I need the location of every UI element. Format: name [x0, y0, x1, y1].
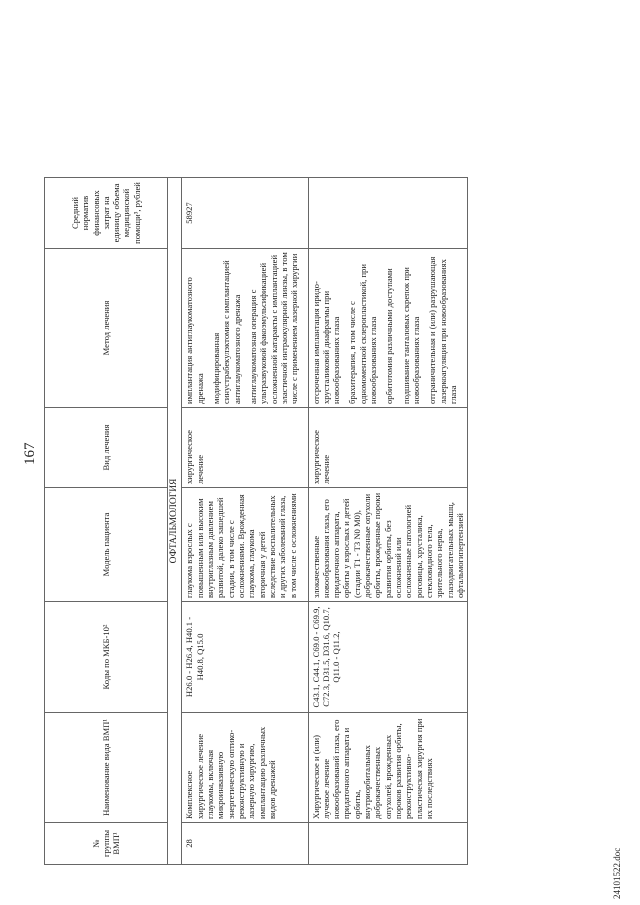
method-item: имплантация антиглаукоматозного дренажа — [184, 277, 205, 404]
vmp-table — [44, 177, 468, 865]
method-item: подшивание танталовых скрепок при новообразованиях глаза — [400, 267, 422, 404]
section-row — [168, 178, 182, 865]
footer-filename: 24101522.doc — [612, 847, 622, 899]
section-title: ОФТАЛЬМОЛОГИЯ — [168, 178, 182, 865]
treatment-type: хирургическое лечение — [182, 408, 308, 488]
vmp-name: Комплексное хирургическое лечение глаукомы, включая микроинвазивную энергетическую оптико-реконструктивную и лазерную хирургию, имплантацию различных видов дренажей — [182, 713, 308, 823]
patient-model: злокачественные новообразования глаза, его придаточного аппарата, орбиты у взрослых и детей (стадии T1 - T3 N0 M0), доброкачественные опухоли орбиты, врожденные пороки развития орбиты, без осложнений или осложненные патологией роговицы, хрусталика, стекловидного тела, зрительного нерва, глазодвигательных мышц, офтальмогипертензией — [308, 488, 468, 602]
header-average-cost: Средний норматив финансовых затрат на единицу объема медицинской помощи³, рублей — [45, 178, 168, 249]
icd-codes: C43.1, C44.1, C69.0 - C69.9, C72.3, D31.5, D31.6, Q10.7, Q11.0 - Q11.2, — [308, 602, 468, 713]
group-number: 28 — [182, 823, 308, 865]
treatment-methods — [182, 249, 308, 408]
average-cost: 58927 — [182, 178, 308, 249]
method-item: орбитотомия различными доступами — [384, 268, 395, 404]
group-number — [308, 823, 468, 865]
table-row — [308, 178, 468, 865]
table-row — [182, 178, 308, 865]
header-icd-codes: Коды по МКБ-10² — [45, 602, 168, 713]
vmp-name: Хирургическое и (или) лучевое лечение новообразований глаза, его придаточного аппарата и орбиты, внутриорбитальных доброкачественных опухолей, врожденных пороков развития орбиты, реконструктивно-пластическая хирургия при их последствиях — [308, 713, 468, 823]
page-number: 167 — [22, 442, 38, 465]
average-cost — [308, 178, 468, 249]
method-item: антиглаукоматозная операция с ультразвуковой факоэмульсификацией осложненной катаракты с имплантацией эластичной интраокулярной линзы, в том числе с применением лазерной хирургии — [247, 252, 300, 404]
header-row — [45, 178, 168, 865]
method-item: отсроченная имплантация иридо-хрусталиковой диафрагмы при новообразованиях глаза — [310, 281, 342, 404]
header-treatment-method: Метод лечения — [45, 249, 168, 408]
header-treatment-type: Вид лечения — [45, 408, 168, 488]
header-group-number: № группы ВМП¹ — [45, 823, 168, 865]
header-patient-model: Модель пациента — [45, 488, 168, 602]
method-item: брахитерапия, в том числе с одномоментной склеропластикой, при новообразованиях глаза — [347, 264, 379, 404]
method-item: модифицированная синустрабекулэктомия с имплантацией антиглаукоматозного дренажа — [211, 260, 242, 404]
treatment-type: хирургическое лечение — [308, 408, 468, 488]
icd-codes: H26.0 - H26.4, H40.1 - H40.8, Q15.0 — [182, 602, 308, 713]
patient-model: глаукома взрослых с повышенным или высоким внутриглазным давлением развитой, далеко зашедшей стадии, в том числе с осложнениями. Врожденная глаукома, глаукома вторичная у детей вследствие воспалительных и других заболеваний глаза, в том числе с осложнениями — [182, 488, 308, 602]
treatment-methods — [308, 249, 468, 408]
header-vmp-name: Наименование вида ВМП¹ — [45, 713, 168, 823]
method-item: отграничительная и (или) разрушающая лазеркоагуляция при новообразованиях глаза — [427, 256, 458, 404]
